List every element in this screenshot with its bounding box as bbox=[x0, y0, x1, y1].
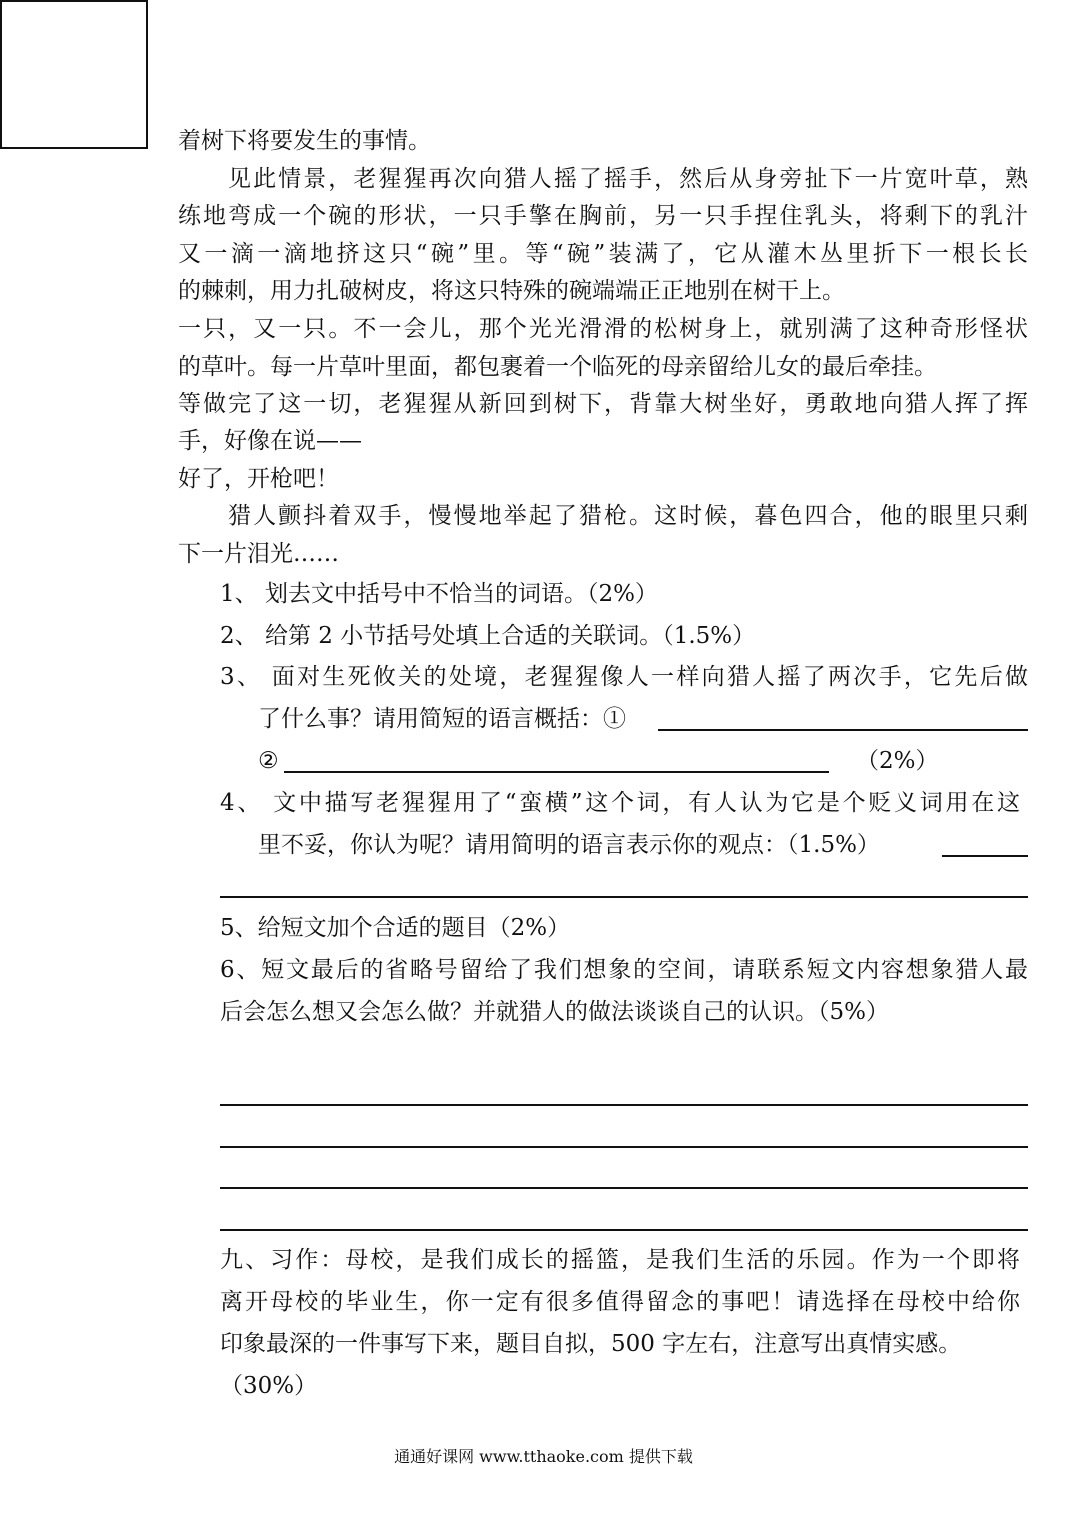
question-4-prompt: 里不妥，你认为呢？请用简明的语言表示你的观点：（1.5%） bbox=[258, 832, 880, 858]
passage-line: 等做完了这一切，老猩猩从新回到树下，背靠大树坐好，勇敢地向猎人挥了挥 bbox=[178, 391, 1028, 417]
question-6-cont: 后会怎么想又会怎么做？并就猎人的做法谈谈自己的认识。（5%） bbox=[220, 999, 889, 1025]
passage-line: 的棘刺，用力扎破树皮，将这只特殊的碗端端正正地别在树干上。 bbox=[178, 278, 845, 304]
answer-line-8[interactable] bbox=[220, 1229, 1028, 1231]
answer-line-7[interactable] bbox=[220, 1187, 1028, 1189]
passage-line: 一只，又一只。不一会儿，那个光光滑滑的松树身上，就别满了这种奇形怪状 bbox=[178, 316, 1028, 342]
passage-line: 好了，开枪吧！ bbox=[178, 466, 339, 492]
composition-prompt: 印象最深的一件事写下来，题目自拟，500 字左右，注意写出真情实感。 bbox=[220, 1331, 962, 1357]
question-2: 2、 给第 2 小节括号处填上合适的关联词。（1.5%） bbox=[220, 623, 756, 649]
passage-line: 下一片泪光…… bbox=[178, 541, 339, 567]
passage-line: 手，好像在说—— bbox=[178, 428, 362, 454]
question-1: 1、 划去文中括号中不恰当的词语。（2%） bbox=[220, 581, 658, 607]
answer-line-1[interactable] bbox=[658, 729, 1028, 731]
question-3-marker-2: ② bbox=[258, 748, 279, 774]
answer-line-2[interactable] bbox=[284, 771, 829, 773]
composition-prompt: 九、习作：母校，是我们成长的摇篮，是我们生活的乐园。作为一个即将 bbox=[220, 1247, 1020, 1273]
composition-prompt: 离开母校的毕业生，你一定有很多值得留念的事吧！请选择在母校中给你 bbox=[220, 1289, 1020, 1315]
question-3: 3、 面对生死攸关的处境，老猩猩像人一样向猎人摇了两次手，它先后做 bbox=[220, 664, 1028, 690]
composition-score: （30%） bbox=[220, 1373, 318, 1399]
question-3-prompt: 了什么事？请用简短的语言概括：① bbox=[258, 706, 626, 732]
answer-line-3[interactable] bbox=[942, 855, 1028, 857]
question-4: 4、 文中描写老猩猩用了“蛮横”这个词，有人认为它是个贬义词用在这 bbox=[220, 790, 1020, 816]
passage-line: 又一滴一滴地挤这只“碗”里。等“碗”装满了，它从灌木丛里折下一根长长 bbox=[178, 241, 1028, 267]
answer-line-6[interactable] bbox=[220, 1146, 1028, 1148]
question-3-score: （2%） bbox=[856, 748, 939, 774]
passage-line: 的草叶。每一片草叶里面，都包裹着一个临死的母亲留给儿女的最后牵挂。 bbox=[178, 354, 937, 380]
passage-line: 着树下将要发生的事情。 bbox=[178, 128, 431, 154]
corner-blank-box bbox=[0, 0, 148, 149]
passage-line: 猎人颤抖着双手，慢慢地举起了猎枪。这时候，暮色四合，他的眼里只剩 bbox=[228, 503, 1028, 529]
answer-line-5[interactable] bbox=[220, 1104, 1028, 1106]
passage-line: 见此情景，老猩猩再次向猎人摇了摇手，然后从身旁扯下一片宽叶草，熟 bbox=[228, 166, 1028, 192]
answer-line-4[interactable] bbox=[220, 896, 1028, 898]
footer-credit: 通通好课网 www.tthaoke.com 提供下载 bbox=[394, 1447, 693, 1466]
passage-line: 练地弯成一个碗的形状，一只手擎在胸前，另一只手捏住乳头，将剩下的乳汁 bbox=[178, 203, 1028, 229]
question-6: 6、短文最后的省略号留给了我们想象的空间，请联系短文内容想象猎人最 bbox=[220, 957, 1028, 983]
question-5: 5、给短文加个合适的题目（2%） bbox=[220, 915, 571, 941]
